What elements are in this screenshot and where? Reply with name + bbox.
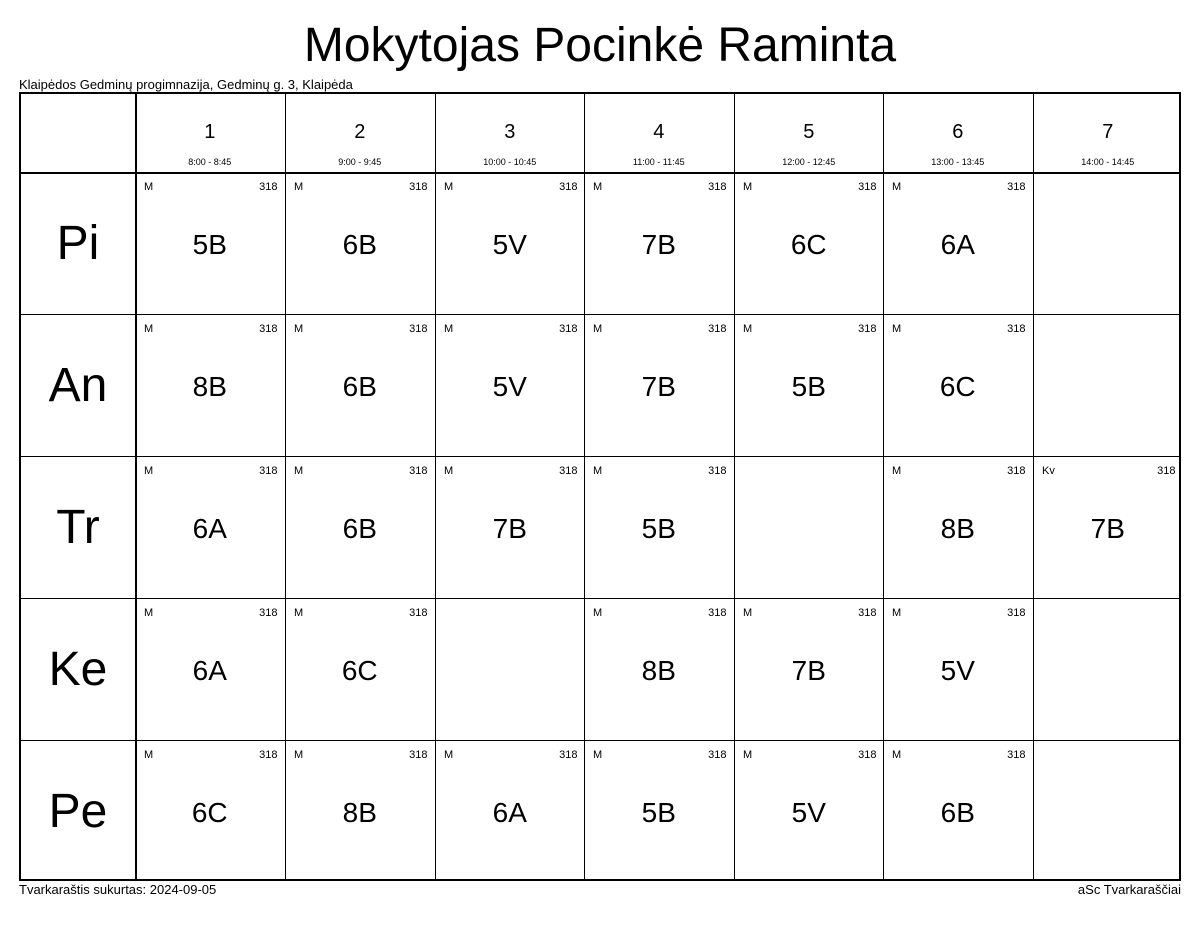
- lesson-cell: [285, 457, 435, 598]
- lesson-room: 318: [858, 323, 877, 335]
- lesson-room: 318: [1007, 749, 1026, 761]
- lesson-room: 318: [858, 181, 877, 193]
- period-header: [135, 94, 285, 172]
- lesson-class: 8B: [342, 797, 377, 828]
- lesson-room: 318: [259, 323, 278, 335]
- lesson-class: 7B: [641, 229, 676, 260]
- period-number: 2: [354, 121, 366, 143]
- lesson-cell: [435, 457, 585, 598]
- lesson-subject: M: [593, 465, 603, 477]
- lesson-subject: M: [892, 181, 902, 193]
- period-number: 5: [803, 121, 815, 143]
- lesson-room: 318: [708, 749, 727, 761]
- lesson-cell: [584, 741, 734, 882]
- lesson-cell: [285, 741, 435, 882]
- lesson-room: 318: [708, 607, 727, 619]
- lesson-cell: [734, 173, 884, 314]
- period-number: 1: [204, 121, 216, 143]
- lesson-cell: [734, 599, 884, 740]
- lesson-room: 318: [259, 181, 278, 193]
- lesson-cell: [285, 315, 435, 456]
- lesson-class: 6C: [939, 371, 976, 402]
- lesson-room: 318: [559, 181, 578, 193]
- period-time: 10:00 - 10:45: [483, 157, 537, 167]
- lesson-class: 5B: [791, 371, 826, 402]
- timetable-grid: [19, 92, 1181, 881]
- lesson-room: 318: [259, 465, 278, 477]
- period-number: 6: [952, 121, 964, 143]
- lesson-class: 5B: [641, 513, 676, 544]
- lesson-subject: M: [144, 323, 154, 335]
- day-label: Pe: [48, 785, 108, 838]
- lesson-class: 6A: [940, 229, 975, 260]
- lesson-subject: Kv: [1042, 465, 1055, 477]
- lesson-class: 6A: [192, 655, 227, 686]
- lesson-room: 318: [1007, 607, 1026, 619]
- lesson-subject: M: [593, 749, 603, 761]
- lesson-room: 318: [259, 749, 278, 761]
- created-date: Tvarkaraštis sukurtas: 2024-09-05: [19, 882, 217, 897]
- lesson-cell: [883, 315, 1033, 456]
- lesson-subject: M: [743, 749, 753, 761]
- lesson-class: 5V: [791, 797, 826, 828]
- lesson-class: 6A: [492, 797, 527, 828]
- period-time: 11:00 - 11:45: [632, 157, 685, 167]
- lesson-cell: [435, 315, 585, 456]
- lesson-room: 318: [409, 607, 428, 619]
- day-label: An: [48, 359, 108, 412]
- lesson-cell: [135, 315, 285, 456]
- lesson-room: 318: [259, 607, 278, 619]
- lesson-room: 318: [409, 181, 428, 193]
- lesson-class: 7B: [791, 655, 826, 686]
- lesson-class: 5V: [940, 655, 975, 686]
- lesson-subject: M: [294, 181, 304, 193]
- lesson-room: 318: [559, 465, 578, 477]
- lesson-class: 5B: [192, 229, 227, 260]
- lesson-cell: [584, 599, 734, 740]
- lesson-subject: M: [294, 323, 304, 335]
- period-time: 12:00 - 12:45: [782, 157, 836, 167]
- lesson-cell: [584, 173, 734, 314]
- lesson-class: 5V: [492, 371, 527, 402]
- lesson-cell: [285, 599, 435, 740]
- lesson-cell: [883, 457, 1033, 598]
- period-number: 3: [504, 121, 516, 143]
- lesson-class: 6C: [790, 229, 827, 260]
- lesson-subject: M: [294, 607, 304, 619]
- lesson-room: 318: [1157, 465, 1176, 477]
- lesson-subject: M: [743, 323, 753, 335]
- day-label: Pi: [56, 217, 100, 270]
- lesson-subject: M: [593, 323, 603, 335]
- lesson-class: 8B: [641, 655, 676, 686]
- period-header: [435, 94, 585, 172]
- lesson-cell: [435, 741, 585, 882]
- period-time: 8:00 - 8:45: [188, 157, 232, 167]
- lesson-cell: [1033, 457, 1183, 598]
- period-header: [883, 94, 1033, 172]
- lesson-room: 318: [708, 181, 727, 193]
- lesson-class: 6B: [342, 513, 377, 544]
- day-label: Tr: [56, 501, 100, 554]
- period-header: [285, 94, 435, 172]
- lesson-class: 6A: [192, 513, 227, 544]
- lesson-subject: M: [743, 181, 753, 193]
- lesson-class: 7B: [1090, 513, 1125, 544]
- lesson-cell: [584, 457, 734, 598]
- lesson-subject: M: [444, 323, 454, 335]
- lesson-room: 318: [409, 323, 428, 335]
- page-title: Mokytojas Pocinkė Raminta: [303, 19, 897, 72]
- period-time: 13:00 - 13:45: [931, 157, 985, 167]
- lesson-room: 318: [1007, 181, 1026, 193]
- lesson-subject: M: [294, 465, 304, 477]
- period-header: [584, 94, 734, 172]
- lesson-subject: M: [144, 607, 154, 619]
- lesson-class: 5B: [641, 797, 676, 828]
- lesson-class: 7B: [641, 371, 676, 402]
- lesson-subject: M: [892, 607, 902, 619]
- lesson-cell: [734, 741, 884, 882]
- lesson-cell: [135, 599, 285, 740]
- lesson-subject: M: [294, 749, 304, 761]
- day-label: Ke: [48, 643, 108, 696]
- lesson-room: 318: [409, 749, 428, 761]
- lesson-room: 318: [1007, 465, 1026, 477]
- lesson-room: 318: [559, 749, 578, 761]
- period-header: [1033, 94, 1183, 172]
- lesson-class: 6B: [342, 229, 377, 260]
- lesson-subject: M: [743, 607, 753, 619]
- lesson-room: 318: [1007, 323, 1026, 335]
- lesson-subject: M: [593, 181, 603, 193]
- lesson-cell: [883, 741, 1033, 882]
- lesson-class: 5V: [492, 229, 527, 260]
- lesson-subject: M: [892, 323, 902, 335]
- lesson-subject: M: [892, 465, 902, 477]
- lesson-class: 7B: [492, 513, 527, 544]
- lesson-room: 318: [858, 607, 877, 619]
- lesson-class: 8B: [940, 513, 975, 544]
- lesson-cell: [883, 173, 1033, 314]
- lesson-cell: [135, 173, 285, 314]
- lesson-class: 6C: [191, 797, 228, 828]
- period-number: 4: [653, 121, 665, 143]
- lesson-subject: M: [593, 607, 603, 619]
- lesson-room: 318: [409, 465, 428, 477]
- school-address: Klaipėdos Gedminų progimnazija, Gedminų g. 3, Klaipėda: [19, 77, 353, 92]
- lesson-cell: [435, 173, 585, 314]
- lesson-subject: M: [444, 465, 454, 477]
- lesson-room: 318: [559, 323, 578, 335]
- lesson-room: 318: [708, 465, 727, 477]
- lesson-subject: M: [144, 749, 154, 761]
- lesson-room: 318: [858, 749, 877, 761]
- lesson-class: 6B: [342, 371, 377, 402]
- lesson-subject: M: [892, 749, 902, 761]
- lesson-cell: [285, 173, 435, 314]
- lesson-cell: [135, 457, 285, 598]
- lesson-cell: [584, 315, 734, 456]
- lesson-cell: [734, 315, 884, 456]
- lesson-subject: M: [444, 749, 454, 761]
- lesson-class: 6C: [341, 655, 378, 686]
- period-header: [734, 94, 884, 172]
- lesson-class: 8B: [192, 371, 227, 402]
- lesson-subject: M: [144, 465, 154, 477]
- software-brand: aSc Tvarkaraščiai: [1077, 882, 1181, 897]
- lesson-cell: [883, 599, 1033, 740]
- lesson-cell: [135, 741, 285, 882]
- lesson-subject: M: [444, 181, 454, 193]
- lesson-room: 318: [708, 323, 727, 335]
- period-time: 9:00 - 9:45: [338, 157, 382, 167]
- period-time: 14:00 - 14:45: [1081, 157, 1135, 167]
- period-number: 7: [1102, 121, 1114, 143]
- lesson-class: 6B: [940, 797, 975, 828]
- lesson-subject: M: [144, 181, 154, 193]
